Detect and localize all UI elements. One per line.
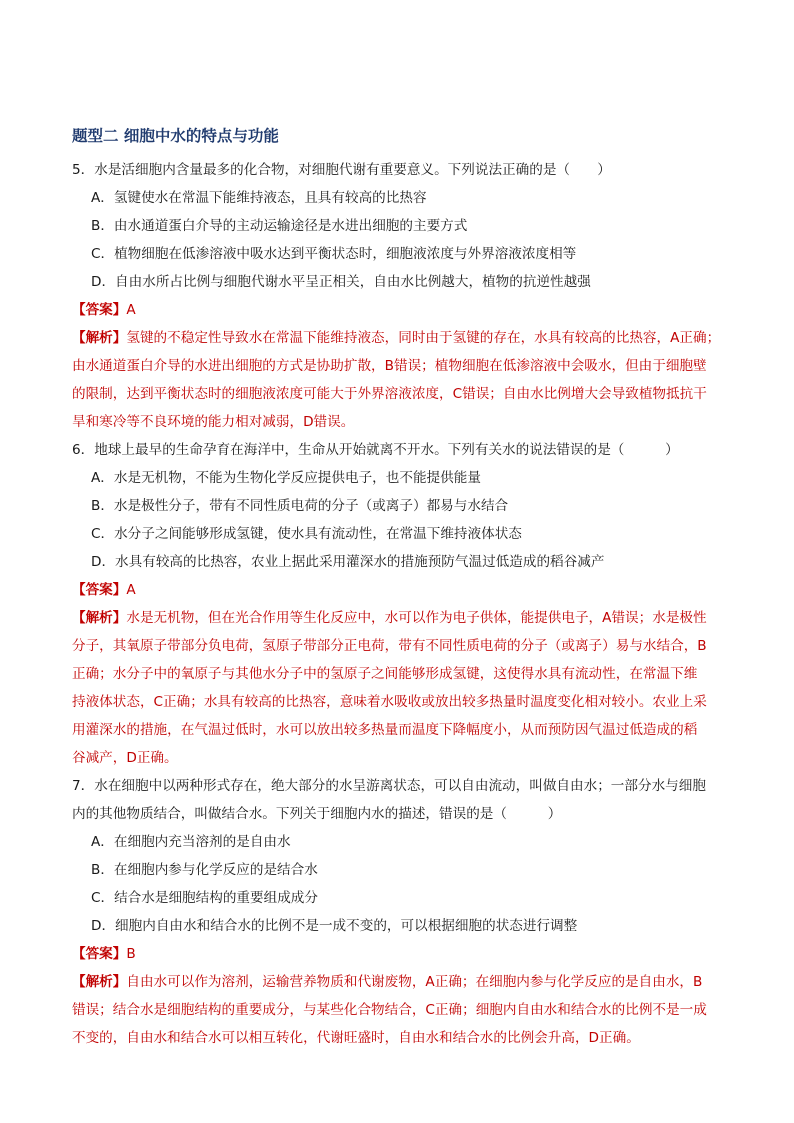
section-heading: 题型二 细胞中水的特点与功能 (72, 127, 279, 145)
analysis-line (72, 976, 702, 990)
option-b: B．水是极性分子，带有不同性质电荷的分子（或离子）都易与水结合 (91, 498, 509, 514)
analysis-text: 的限制，达到平衡状态时的细胞液浓度可能大于外界溶液浓度，C错误；自由水比例增大会导致植物抵抗干 (72, 386, 707, 402)
option-d: D．水具有较高的比热容，农业上据此采用灌深水的措施预防气温过低造成的稻谷减产 (91, 554, 605, 570)
option-b: B．在细胞内参与化学反应的是结合水 (91, 862, 318, 878)
analysis-tag: 【解析】 (72, 974, 127, 990)
answer-value: A (126, 582, 136, 598)
option-b: B．由水通道蛋白介导的主动运输途径是水进出细胞的主要方式 (91, 218, 468, 234)
answer-line (72, 948, 136, 962)
analysis-line (72, 612, 707, 626)
option-c: C．植物细胞在低渗溶液中吸水达到平衡状态时，细胞液浓度与外界溶液浓度相等 (91, 246, 577, 262)
option-d: D．细胞内自由水和结合水的比例不是一成不变的，可以根据细胞的状态进行调整 (91, 918, 578, 934)
question-stem: 5．水是活细胞内含量最多的化合物，对细胞代谢有重要意义。下列说法正确的是（ ） (72, 162, 611, 178)
option-c: C．水分子之间能够形成氢键，使水具有流动性，在常温下维持液体状态 (91, 526, 522, 542)
analysis-text: 氢键的不稳定性导致水在常温下能维持液态，同时由于氢键的存在，水具有较高的比热容，A正确； (126, 330, 721, 346)
option-a: A．水是无机物，不能为生物化学反应提供电子，也不能提供能量 (91, 470, 481, 486)
question-stem: 6．地球上最早的生命孕育在海洋中，生命从开始就离不开水。下列有关水的说法错误的是（ ） (72, 442, 679, 458)
question-stem: 内的其他物质结合，叫做结合水。下列关于细胞内水的描述，错误的是（ ） (72, 806, 562, 822)
answer-value: B (126, 946, 136, 962)
analysis-text: 分子，其氧原子带部分负电荷，氢原子带部分正电荷，带有不同性质电荷的分子（或离子）易与水结合，B (72, 638, 707, 654)
analysis-text: 用灌深水的措施，在气温过低时，水可以放出较多热量而温度下降幅度小，从而预防因气温过低造成的稻 (72, 722, 698, 738)
analysis-text: 错误；结合水是细胞结构的重要成分，与某些化合物结合，C正确；细胞内自由水和结合水的比例不是一成 (72, 1002, 707, 1018)
answer-tag: 【答案】 (72, 302, 127, 318)
analysis-text: 不变的，自由水和结合水可以相互转化，代谢旺盛时，自由水和结合水的比例会升高，D正确。 (72, 1030, 640, 1046)
answer-value: A (126, 302, 136, 318)
analysis-text: 自由水可以作为溶剂，运输营养物质和代谢废物，A正确；在细胞内参与化学反应的是自由水，B (126, 974, 703, 990)
analysis-tag: 【解析】 (72, 330, 127, 346)
analysis-line (72, 332, 720, 346)
option-a: A．在细胞内充当溶剂的是自由水 (91, 834, 291, 850)
answer-line (72, 584, 136, 598)
option-a: A．氢键使水在常温下能维持液态，且具有较高的比热容 (91, 190, 427, 206)
analysis-text: 谷减产，D正确。 (72, 750, 178, 766)
analysis-text: 由水通道蛋白介导的水进出细胞的方式是协助扩散，B错误；植物细胞在低渗溶液中会吸水，但由于细胞壁 (72, 358, 707, 374)
question-stem: 7．水在细胞中以两种形式存在，绝大部分的水呈游离状态，可以自由流动，叫做自由水；一部分水与细胞 (72, 778, 706, 794)
analysis-text: 持液体状态，C正确；水具有较高的比热容，意味着水吸收或放出较多热量时温度变化相对较小。农业上采 (72, 694, 707, 710)
analysis-text: 正确；水分子中的氧原子与其他水分子中的氢原子之间能够形成氢键，这使得水具有流动性，在常温下维 (72, 666, 698, 682)
analysis-text: 旱和寒冷等不良环境的能力相对减弱，D错误。 (72, 414, 355, 430)
option-d: D．自由水所占比例与细胞代谢水平呈正相关，自由水比例越大，植物的抗逆性越强 (91, 274, 591, 290)
answer-line (72, 304, 136, 318)
option-c: C．结合水是细胞结构的重要组成成分 (91, 890, 318, 906)
answer-tag: 【答案】 (72, 946, 127, 962)
answer-tag: 【答案】 (72, 582, 127, 598)
analysis-tag: 【解析】 (72, 610, 127, 626)
analysis-text: 水是无机物，但在光合作用等生化反应中，水可以作为电子供体，能提供电子，A错误；水是极性 (126, 610, 707, 626)
